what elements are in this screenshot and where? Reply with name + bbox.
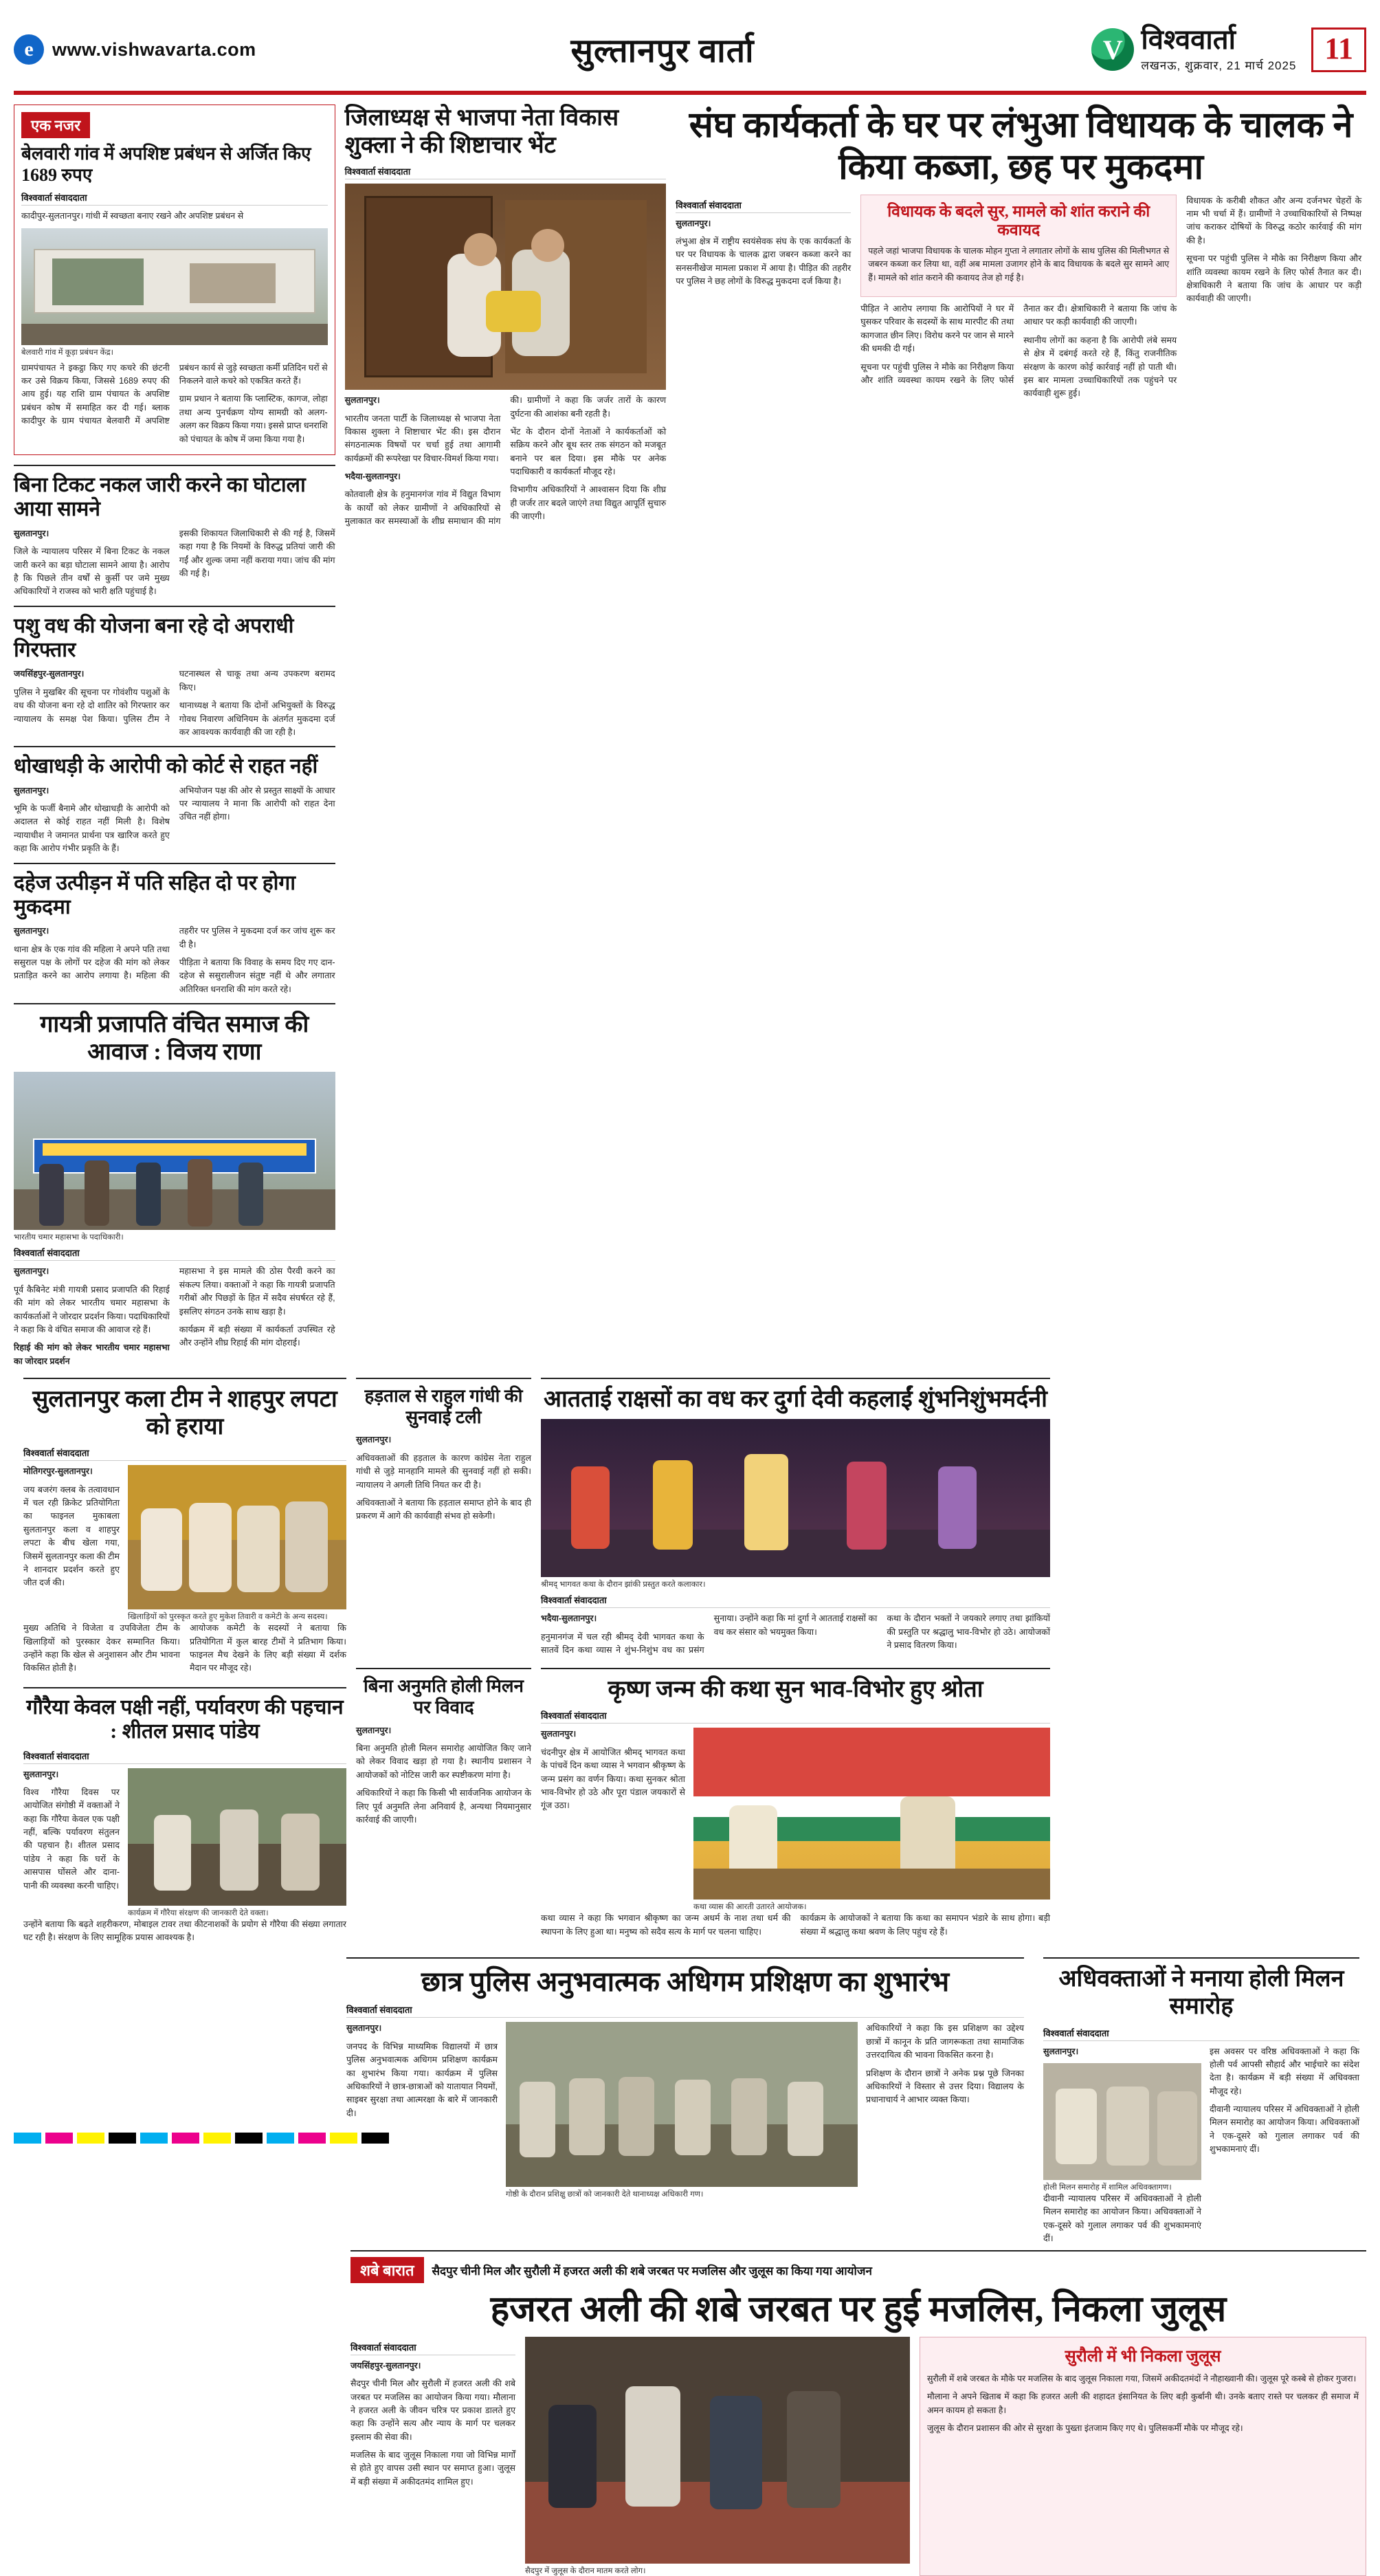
- tint-paragraph: पहले जहां भाजपा विधायक के चालक मोहन गुप्ता ने लगातार लोगों के साथ पुलिस की मिलीभगत से जबरन कब्जा कर लिया था, वहीं अब मामला उजागर होने के बाद विधायक के बदले सुर सामने आए हैं। मामले को शांत कराने की कवायद तेज हो गई है।: [868, 245, 1170, 283]
- section-title: सुल्तानपुर वार्ता: [570, 32, 755, 69]
- article-lead: सुलतानपुर।: [14, 1266, 49, 1277]
- article-paragraph: थाना क्षेत्र के एक गांव की महिला ने अपने पति तथा ससुराल पक्ष के लोगों पर दहेज की मांग को लेकर प्रताड़ित करने का आरोप लगाया है। महिला की तहरीर पर पुलिस ने मुकदमा दर्ज कर जांच शुरू कर दी है।: [14, 926, 335, 981]
- bottom-headline: हजरत अली की शबे जरबत पर हुई मजलिस, निकला जुलूस: [490, 2290, 1227, 2330]
- byline: विश्ववार्ता संवाददाता: [346, 2003, 1024, 2018]
- photo-caption: कार्यक्रम में गौरैया संरक्षण की जानकारी देते वक्ता।: [128, 1908, 269, 1917]
- article-paragraph: सुरौली में शबे जरबत के मौके पर मजलिस के बाद जुलूस निकाला गया, जिसमें अकीदतमंदों ने नौहाख्वानी की। जुलूस पूरे कस्बे से होकर गुजरा।: [927, 2373, 1357, 2384]
- article-lead: सुलतानपुर।: [356, 1725, 392, 1735]
- article-paragraph: मौलाना ने अपने खिताब में कहा कि हजरत अली की शहादत इंसानियत के लिए बड़ी कुर्बानी थी। उनके बताए रास्ते पर चलकर ही समाज में अमन कायम हो सकता है।: [927, 2392, 1359, 2415]
- article-paragraph: स्थानीय लोगों का कहना है कि आरोपी लंबे समय से क्षेत्र में दबंगई करते रहे हैं, किंतु राजनीतिक संरक्षण के कारण कोई कार्रवाई नहीं हो पाती थी। इस बार मामला उच्चाधिकारियों तक पहुंचने पर कार्यवाही शुरू हुई।: [1023, 335, 1177, 399]
- article-paragraph: अधिवक्ताओं की हड़ताल के कारण कांग्रेस नेता राहुल गांधी से जुड़े मानहानि मामले की सुनवाई नहीं हो सकी। न्यायालय ने अगली तिथि नियत कर दी है।: [356, 1453, 531, 1490]
- article-paragraph: कार्यक्रम के आयोजकों ने बताया कि कथा का समापन भंडारे के साथ होगा। बड़ी संख्या में श्रद्धालु कथा श्रवण के लिए पहुंच रहे हैं।: [800, 1913, 1050, 1937]
- lower-col-b: [1043, 1950, 1359, 2250]
- brand-name: विश्ववार्ता: [1141, 24, 1236, 55]
- photo-caption: बेलवारी गांव में कूड़ा प्रबंधन केंद्र।: [21, 348, 113, 357]
- article-paragraph: विधायक के करीबी शौकत और अन्य दर्जनभर चेहरों के नाम भी चर्चा में हैं। ग्रामीणों ने उच्चाधिकारियों से निष्पक्ष जांच कराकर दोषियों के विरुद्ध कठोर कार्रवाई की मांग की है।: [1186, 195, 1362, 245]
- column-middle: [345, 104, 667, 1368]
- article-headline: धोखाधड़ी के आरोपी को कोर्ट से राहत नहीं: [14, 755, 318, 778]
- article-photo: [14, 1072, 335, 1230]
- article-paragraph: जुलूस के दौरान प्रशासन की ओर से सुरक्षा के पुख्ता इंतजाम किए गए थे। पुलिसकर्मी मौके पर मौजूद रहे।: [927, 2423, 1243, 2433]
- article-photo: [1043, 2063, 1201, 2180]
- article-paragraph: कथा के दौरान भक्तों ने जयकारे लगाए तथा झांकियों की प्रस्तुति पर श्रद्धालु भाव-विभोर हो उठे। आयोजकों ने प्रसाद वितरण किया।: [887, 1614, 1050, 1650]
- article-lead: भदैया-सुलतानपुर।: [541, 1614, 597, 1624]
- article-paragraph: जय बजरंग क्लब के तत्वावधान में चल रही क्रिकेट प्रतियोगिता का फाइनल मुकाबला सुलतानपुर कला व शाहपुर लपटा के बीच खेला गया, जिसमें सुलतानपुर कला की टीम ने शानदार प्रदर्शन करते हुए जीत दर्ज की।: [23, 1484, 120, 1588]
- byline: विश्ववार्ता संवाददाता: [350, 2341, 515, 2355]
- masthead: [14, 12, 1366, 95]
- byline: विश्ववार्ता संवाददाता: [541, 1709, 1050, 1724]
- article-paragraph: दीवानी न्यायालय परिसर में अधिवक्ताओं ने होली मिलन समारोह का आयोजन किया। अधिवक्ताओं ने एक-दूसरे को गुलाल लगाकर पर्व की शुभकामनाएं दीं।: [1043, 2193, 1201, 2244]
- photo-caption: सैदपुर में जुलूस के दौरान मातम करते लोग।: [525, 2566, 646, 2575]
- article-headline: आतताई राक्षसों का वध कर दुर्गा देवी कहलाईं शुंभनिशुंभमर्दनी: [544, 1387, 1047, 1413]
- byline: विश्ववार्ता संवाददाता: [23, 1750, 346, 1764]
- byline: विश्ववार्ता संवाददाता: [541, 1594, 1050, 1608]
- article-headline: बिना टिकट नकल जारी करने का घोटाला आया सामने: [14, 473, 306, 521]
- cmyk-registration-bar: [14, 2133, 389, 2144]
- article-lead: सुलतानपुर।: [23, 1769, 59, 1779]
- brand-logo: [1091, 26, 1296, 73]
- article-paragraph: मजलिस के बाद जुलूस निकाला गया जो विभिन्न मार्गों से होते हुए वापस उसी स्थान पर समाप्त हुआ। जुलूस में बड़ी संख्या में अकीदतमंद शामिल हुए।: [350, 2450, 515, 2487]
- article-paragraph: पुलिस ने मुखबिर की सूचना पर गोवंशीय पशुओं के वध की योजना बना रहे दो शातिर को गिरफ्तार कर न्यायालय के समक्ष पेश किया। पुलिस टीम ने घटनास्थल से चाकू तथा अन्य उपकरण बरामद किए।: [14, 669, 335, 724]
- article-photo: [506, 2022, 858, 2187]
- globe-icon: [14, 34, 44, 65]
- article-photo: [693, 1728, 1050, 1900]
- article-lead: सुलतानपुर।: [541, 1729, 577, 1739]
- masthead-center: [385, 27, 940, 72]
- article-lead: जयसिंहपुर-सुलतानपुर।: [350, 2360, 421, 2370]
- article-paragraph: इस अवसर पर वरिष्ठ अधिवक्ताओं ने कहा कि होली पर्व आपसी सौहार्द और भाईचारे का संदेश देता है। कार्यक्रम में बड़ी संख्या में अधिवक्ता मौजूद रहे।: [1210, 2046, 1359, 2096]
- article-headline: दहेज उत्पीड़न में पति सहित दो पर होगा मुकदमा: [14, 871, 296, 918]
- sidebar-tint-box: [860, 195, 1177, 297]
- dateline: कादीपुर-सुलतानपुर। गांधी में स्वच्छता बनाए रखने और अपशिष्ट प्रबंधन से: [21, 211, 244, 221]
- byline: विश्ववार्ता संवाददाता: [676, 199, 851, 213]
- article-paragraph: महासभा ने इस मामले की ठोस पैरवी करने का संकल्प लिया। वक्ताओं ने कहा कि गायत्री प्रजापति गरीबों और पिछड़ों के हित में सदैव संघर्षरत रहे हैं, इसलिए संगठन उनके साथ खड़ा है।: [179, 1266, 335, 1317]
- article-lead: सुलतानपुर।: [344, 395, 380, 406]
- article-paragraph: पूर्व कैबिनेट मंत्री गायत्री प्रसाद प्रजापति की रिहाई की मांग को लेकर भारतीय चमार महासभा के कार्यकर्ताओं ने जोरदार प्रदर्शन किया। पदाधिकारियों ने कहा कि वे वंचित समाज की आवाज रहे हैं।: [14, 1284, 170, 1334]
- mid-section: [14, 1371, 1366, 1949]
- masthead-right: [940, 26, 1366, 73]
- ek-nazar-label: एक नजर: [21, 112, 90, 138]
- article-headline: पशु वध की योजना बना रहे दो अपराधी गिरफ्तार: [14, 614, 294, 662]
- photo-caption: खिलाड़ियों को पुरस्कृत करते हुए मुकेश तिवारी व कमेटी के अन्य सदस्य।: [128, 1613, 328, 1622]
- byline: विश्ववार्ता संवाददाता: [345, 165, 667, 179]
- side-headline: सुरौली में भी निकला जुलूस: [1065, 2347, 1221, 2366]
- byline: भदैया-सुलतानपुर।: [344, 472, 401, 482]
- shab-e-barat-tag: शबे बारात: [350, 2257, 424, 2283]
- lower-col-a: [346, 1950, 1024, 2250]
- article-lead: सुलतानपुर।: [356, 1435, 392, 1445]
- ek-nazar-box: [14, 104, 335, 455]
- article-paragraph: पीड़ित ने आरोप लगाया कि आरोपियों ने घर में घुसकर परिवार के सदस्यों के साथ मारपीट की तथा कागजात छीन लिए। विरोध करने पर जान से मारने की धमकी दी गई।: [860, 304, 1014, 354]
- article-paragraph: विभागीय अधिकारियों ने आश्वासन दिया कि शीघ्र ही जर्जर तार बदले जाएंगे तथा विद्युत आपूर्ति सुचारु की जाएगी।: [510, 485, 667, 522]
- byline: विश्ववार्ता संवाददाता: [1043, 2027, 1359, 2041]
- photo-caption: कथा व्यास की आरती उतारते आयोजक।: [693, 1903, 807, 1912]
- article-lead: मोतिगरपुर-सुलतानपुर।: [23, 1466, 93, 1477]
- article-headline: छात्र पुलिस अनुभवात्मक अधिगम प्रशिक्षण का शुभारंभ: [421, 1966, 950, 1998]
- article-photo: [541, 1419, 1050, 1577]
- article-photo: [21, 228, 328, 345]
- masthead-left: [14, 34, 385, 65]
- bottom-package: [14, 2250, 1366, 2575]
- brand-mark-icon: [1091, 28, 1134, 71]
- article-paragraph: हनुमानगंज में चल रही श्रीमद् देवी भागवत कथा के सातवें दिन कथा व्यास ने शुंभ-निशुंभ वध का प्रसंग सुनाया। उन्होंने कहा कि मां दुर्गा ने आतताई राक्षसों का वध कर संसार को भयमुक्त किया।: [541, 1614, 878, 1655]
- article-paragraph: इसकी शिकायत जिलाधिकारी से की गई है, जिसमें कहा गया है कि नियमों के विरुद्ध प्रतियां जारी की गईं और शुल्क जमा नहीं कराया गया। जांच की मांग की गई है।: [179, 528, 335, 578]
- article-headline: बिना अनुमति होली मिलन पर विवाद: [364, 1676, 524, 1717]
- byline: विश्ववार्ता संवाददाता: [14, 1246, 335, 1261]
- article-lead: सुलतानपुर।: [676, 218, 711, 228]
- byline: विश्ववार्ता संवाददाता: [23, 1446, 346, 1461]
- article-paragraph: अधिवक्ताओं ने बताया कि हड़ताल समाप्त होने के बाद ही प्रकरण में आगे की कार्यवाही संभव हो सकेगी।: [356, 1497, 531, 1521]
- lead-headline: संघ कार्यकर्ता के घर पर लंभुआ विधायक के चालक ने किया कब्जा, छह पर मुकदमा: [689, 106, 1353, 188]
- mid-col-b: [356, 1371, 1050, 1949]
- article-paragraph: कोतवाली क्षेत्र के हनुमानगंज गांव में विद्युत विभाग के कार्यों को लेकर ग्रामीणों ने अधिकारियों से मुलाकात कर समस्याओं के शीघ्र समाधान की मांग की। ग्रामीणों ने कहा कि जर्जर तारों के कारण दुर्घटना की आशंका बनी रहती है।: [344, 395, 667, 527]
- article-paragraph: लंभुआ क्षेत्र में राष्ट्रीय स्वयंसेवक संघ के एक कार्यकर्ता के घर पर विधायक के चालक द्वारा जबरन कब्जा करने का सनसनीखेज मामला प्रकाश में आया है। पीड़ित की तहरीर पर पुलिस ने छह लोगों के विरुद्ध मुकदमा दर्ज किया है।: [676, 236, 852, 287]
- site-url[interactable]: www.vishwavarta.com: [52, 38, 256, 60]
- photo-caption: श्रीमद् भागवत कथा के दौरान झांकी प्रस्तुत करते कलाकार।: [541, 1581, 706, 1589]
- article-paragraph: जिले के न्यायालय परिसर में बिना टिकट के नकल जारी करने का बड़ा घोटाला सामने आया है। आरोप है कि पिछले तीन वर्षों से कुर्सी पर जमे मुख्य अधिकारियों ने राजस्व को भारी क्षति पहुंचाई है।: [14, 547, 170, 597]
- tint-headline: विधायक के बदले सुर, मामले को शांत कराने की कवायद: [887, 202, 1150, 239]
- lower-section: [14, 1950, 1366, 2250]
- article-paragraph: अधिकारियों ने कहा कि किसी भी सार्वजनिक आयोजन के लिए पूर्व अनुमति लेना अनिवार्य है, अन्यथा नियमानुसार कार्रवाई की जाएगी।: [356, 1788, 531, 1825]
- ek-nazar-headline: बेलवारी गांव में अपशिष्ट प्रबंधन से अर्जित किए 1689 रुपए: [21, 144, 311, 185]
- mid-col-a: [23, 1371, 346, 1949]
- article-paragraph: अधिकारियों ने कहा कि इस प्रशिक्षण का उद्देश्य छात्रों में कानून के प्रति जागरूकता तथा सामाजिक उत्तरदायित्व की भावना विकसित करना है।: [866, 2023, 1024, 2060]
- article-paragraph: चंदनीपुर क्षेत्र में आयोजित श्रीमद् भागवत कथा के पांचवें दिन कथा व्यास ने भगवान श्रीकृष्ण के जन्म प्रसंग का वर्णन किया। कथा सुनकर श्रोता भाव-विभोर हो उठे और पूरा पंडाल जयकारों से गूंज उठा।: [541, 1747, 685, 1811]
- byline: विश्ववार्ता संवाददाता: [21, 191, 328, 206]
- column-right: [676, 104, 1366, 1368]
- article-paragraph: अभियोजन पक्ष की ओर से प्रस्तुत साक्ष्यों के आधार पर न्यायालय ने माना कि आरोपी को राहत देना उचित नहीं होगा।: [179, 785, 335, 822]
- article-paragraph: प्रशिक्षण के दौरान छात्रों ने अनेक प्रश्न पूछे जिनका अधिकारियों ने विस्तार से उत्तर दिया। विद्यालय के प्रधानाचार्य ने आभार व्यक्त किया।: [866, 2068, 1024, 2105]
- bottom-tagline: सैदपुर चीनी मिल और सुरौली में हजरत अली की शबे जरबत पर मजलिस और जुलूस का किया गया आयोजन: [432, 2264, 872, 2278]
- article-headline: कृष्ण जन्म की कथा सुन भाव-विभोर हुए श्रोता: [608, 1677, 983, 1703]
- article-paragraph: विश्व गौरैया दिवस पर आयोजित संगोष्ठी में वक्ताओं ने कहा कि गौरैया केवल एक पक्षी नहीं, बल्कि पर्यावरण संतुलन की पहचान है। शीतल प्रसाद पांडेय ने कहा कि घरों के आसपास घोंसले और दाना-पानी की व्यवस्था करनी चाहिए।: [23, 1787, 120, 1891]
- article-paragraph: थानाध्यक्ष ने बताया कि दोनों अभियुक्तों के विरुद्ध गोवध निवारण अधिनियम के अंतर्गत मुकदमा दर्ज कर आवश्यक कार्यवाही की जा रही है।: [179, 701, 335, 737]
- article-paragraph: पीड़िता ने बताया कि विवाह के समय दिए गए दान-दहेज से ससुरालीजन संतुष्ट नहीं थे और लगातार अतिरिक्त धनराशि की मांग करते रहे।: [179, 958, 335, 994]
- article-headline: सुलतानपुर कला टीम ने शाहपुर लपटा को हराया: [32, 1387, 337, 1440]
- brand-edition: लखनऊ, शुक्रवार, 21 मार्च 2025: [1141, 59, 1297, 72]
- article-photo: [525, 2337, 910, 2564]
- photo-caption: भारतीय चमार महासभा के पदाधिकारी।: [14, 1233, 124, 1242]
- article-paragraph: जनपद के विभिन्न माध्यमिक विद्यालयों में छात्र पुलिस अनुभवात्मक अधिगम प्रशिक्षण कार्यक्रम का शुभारंभ किया गया। कार्यक्रम में पुलिस अधिकारियों ने छात्र-छात्राओं को यातायात नियमों, साइबर सुरक्षा तथा आत्मरक्षा के बारे में जानकारी दी।: [346, 2041, 498, 2118]
- article-headline: जिलाध्यक्ष से भाजपा नेता विकास शुक्ला ने की शिष्टाचार भेंट: [344, 105, 619, 159]
- article-paragraph: ग्राम प्रधान ने बताया कि प्लास्टिक, कागज, लोहा तथा अन्य पुनर्चक्रण योग्य सामग्री को अलग-अलग कर विक्रय किया गया। इससे प्राप्त धनराशि को पंचायत के कोष में जमा किया गया है।: [179, 394, 328, 444]
- article-lead: सुलतानपुर।: [14, 528, 49, 538]
- article-lead: सुलतानपुर।: [346, 2023, 382, 2034]
- article-lead: सुलतानपुर।: [1043, 2046, 1079, 2056]
- article-paragraph: उन्होंने बताया कि बढ़ते शहरीकरण, मोबाइल टावर तथा कीटनाशकों के प्रयोग से गौरैया की संख्या लगातार घट रही है। संरक्षण के लिए सामूहिक प्रयास आवश्यक है।: [23, 1919, 346, 1942]
- page-number: 11: [1311, 27, 1366, 72]
- article-paragraph: ग्रामपंचायत ने इकट्ठा किए गए कचरे की छंटनी कर उसे विक्रय किया, जिससे 1689 रुपए की आय हुई। यह राशि ग्राम पंचायत के अपशिष्ट प्रबंधन कोष में समाहित कर दी गई। ब्लाक कादीपुर के ग्राम पंचायत बेलवारी में अपशिष्ट प्रबंधन कार्य से जुड़े स्वच्छता कर्मी प्रतिदिन घरों से निकलने वाले कचरे को एकत्रित करते हैं।: [21, 362, 328, 426]
- article-paragraph: भारतीय जनता पार्टी के जिलाध्यक्ष से भाजपा नेता विकास शुक्ला ने शिष्टाचार भेंट की। इस दौरान संगठनात्मक विषयों पर चर्चा हुई तथा आगामी कार्यक्रमों की रूपरेखा पर विचार-विमर्श किया गया।: [344, 413, 501, 463]
- page-content: [14, 104, 1366, 1368]
- article-paragraph: सैदपुर चीनी मिल और सुरौली में हजरत अली की शबे जरबत पर मजलिस का आयोजन किया गया। मौलाना ने हजरत अली के जीवन चरित्र पर प्रकाश डालते हुए कहा कि उन्होंने सत्य और न्याय के मार्ग पर चलकर इस्लाम की सेवा की।: [350, 2379, 515, 2442]
- article-lead: सुलतानपुर।: [14, 785, 49, 795]
- article-paragraph: कार्यक्रम में बड़ी संख्या में कार्यकर्ता उपस्थित रहे और उन्होंने शीघ्र रिहाई की मांग दोहराई।: [179, 1324, 335, 1348]
- article-subhead: रिहाई की मांग को लेकर भारतीय चमार महासभा का जोरदार प्रदर्शन: [14, 1343, 170, 1366]
- photo-caption: होली मिलन समारोह में शामिल अधिवक्तागण।: [1043, 2183, 1172, 2192]
- article-paragraph: आयोजक कमेटी के सदस्यों ने बताया कि प्रतियोगिता में कुल बारह टीमों ने प्रतिभाग किया। फाइनल मैच देखने के लिए बड़ी संख्या में दर्शक मैदान पर मौजूद रहे।: [190, 1623, 346, 1673]
- article-paragraph: भेंट के दौरान दोनों नेताओं ने कार्यकर्ताओं को सक्रिय करने और बूथ स्तर तक संगठन को मजबूत बनाने पर बल दिया। इस मौके पर अनेक पदाधिकारी व कार्यकर्ता मौजूद रहे।: [510, 426, 667, 477]
- article-headline: गौरैया केवल पक्षी नहीं, पर्यावरण की पहचान : शीतल प्रसाद पांडेय: [26, 1695, 344, 1743]
- article-lead: सुलतानपुर।: [14, 926, 49, 936]
- article-headline: अधिवक्ताओं ने मनाया होली मिलन समारोह: [1058, 1966, 1344, 2020]
- article-paragraph: मुख्य अतिथि ने विजेता व उपविजेता टीम के खिलाड़ियों को पुरस्कार देकर सम्मानित किया। उन्होंने कहा कि खेल से अनुशासन और टीम भावना विकसित होती है।: [23, 1623, 180, 1673]
- article-paragraph: भूमि के फर्जी बैनामे और धोखाधड़ी के आरोपी को अदालत से कोई राहत नहीं मिली है। विशेष न्यायाधीश ने जमानत प्रार्थना पत्र खारिज करते हुए कहा कि आरोप गंभीर प्रकृति के हैं।: [14, 804, 170, 854]
- article-paragraph: बिना अनुमति होली मिलन समारोह आयोजित किए जाने को लेकर विवाद खड़ा हो गया है। स्थानीय प्रशासन ने आयोजकों को नोटिस जारी कर स्पष्टीकरण मांगा है।: [356, 1743, 531, 1780]
- article-headline: हड़ताल से राहुल गांधी की सुनवाई टली: [364, 1386, 523, 1427]
- article-paragraph: दीवानी न्यायालय परिसर में अधिवक्ताओं ने होली मिलन समारोह का आयोजन किया। अधिवक्ताओं ने एक-दूसरे को गुलाल लगाकर पर्व की शुभकामनाएं दीं।: [1210, 2104, 1359, 2155]
- article-paragraph: कथा व्यास ने कहा कि भगवान श्रीकृष्ण का जन्म अधर्म के नाश तथा धर्म की स्थापना के लिए हुआ था। मनुष्य को सदैव सत्य के मार्ग पर चलना चाहिए।: [541, 1913, 791, 1937]
- article-photo: [128, 1768, 346, 1906]
- article-lead: जयसिंहपुर-सुलतानपुर।: [14, 669, 85, 679]
- article-paragraph: सूचना पर पहुंची पुलिस ने मौके का निरीक्षण किया और शांति व्यवस्था कायम रखने के लिए फोर्स तैनात कर दी। क्षेत्राधिकारी ने बताया कि जांच के आधार पर कड़ी कार्यवाही की जाएगी।: [1186, 254, 1362, 304]
- photo-caption: गोष्ठी के दौरान प्रशिक्षु छात्रों को जानकारी देते थानाध्यक्ष अधिकारी गण।: [506, 2190, 704, 2199]
- article-headline: गायत्री प्रजापति वंचित समाज की आवाज : विजय राणा: [40, 1012, 309, 1066]
- column-left: [14, 104, 335, 1368]
- article-paragraph: सूचना पर पहुंची पुलिस ने मौके का निरीक्षण किया और शांति व्यवस्था कायम रखने के लिए फोर्स तैनात कर दी। क्षेत्राधिकारी ने बताया कि जांच के आधार पर कड़ी कार्यवाही की जाएगी।: [860, 304, 1177, 385]
- article-photo: [345, 184, 667, 390]
- article-photo: [128, 1465, 346, 1609]
